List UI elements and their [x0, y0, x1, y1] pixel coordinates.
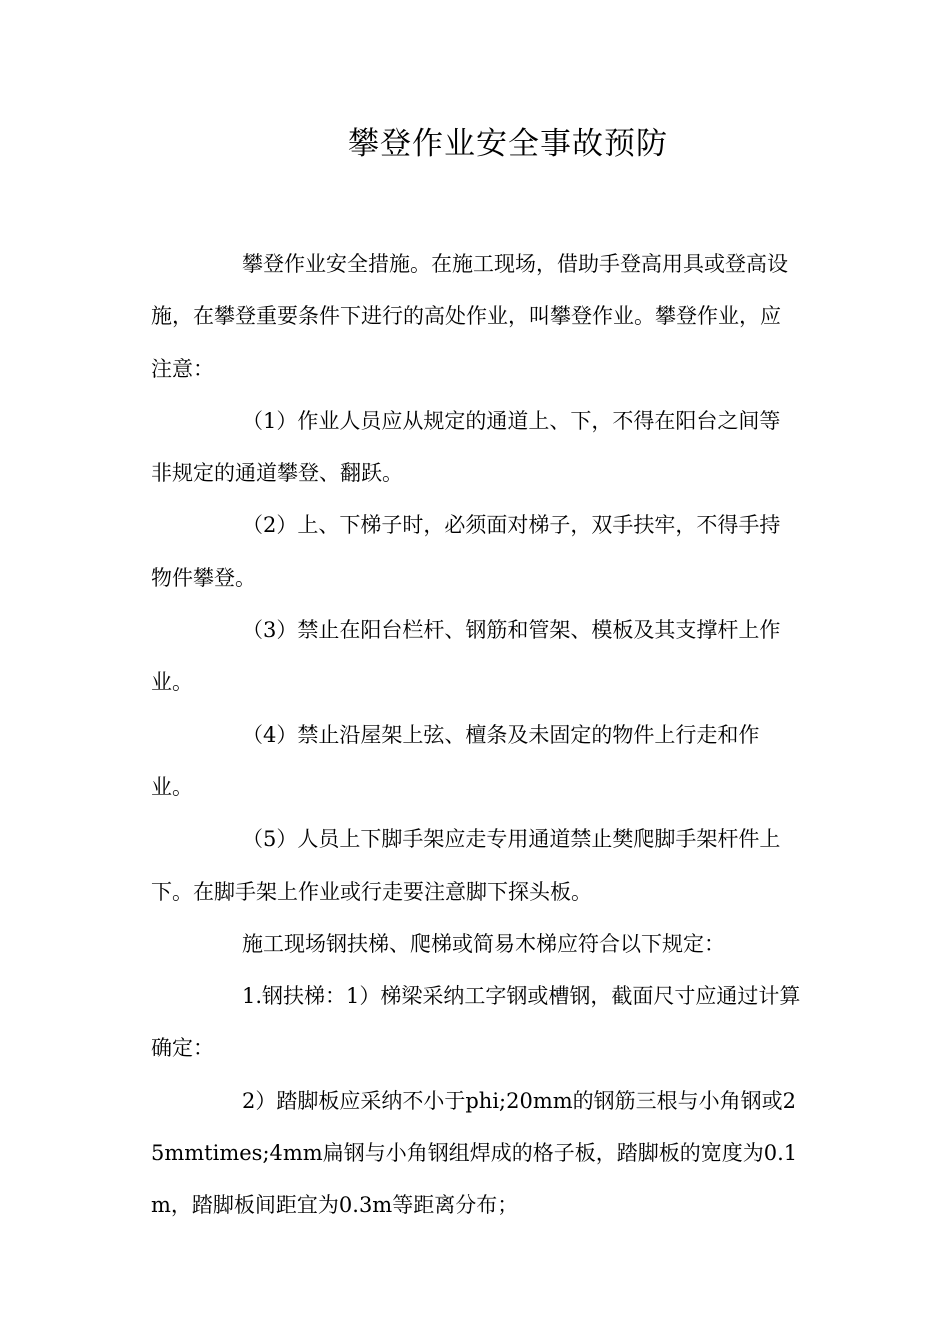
paragraph-steel-ladder-2: 2）踏脚板应采纳不小于phi;20mm的钢筋三根与小角钢或25mmtimes;4mm扁钢与小角钢组焊成的格子板，踏脚板的宽度为0.1m，踏脚板间距宜为0.3m等距离分布；: [151, 1088, 798, 1218]
paragraph-ladder-rules: 施工现场钢扶梯、爬梯或简易木梯应符合以下规定：: [242, 931, 725, 956]
paragraph-item-4: （4）禁止沿屋架上弦、檀条及未固定的物件上行走和作业。: [151, 722, 760, 799]
paragraph-item-1: （1）作业人员应从规定的通道上、下，不得在阳台之间等非规定的通道攀登、翻跃。: [151, 408, 781, 486]
paragraph-intro: 攀登作业安全措施。在施工现场，借助手登高用具或登高设施，在攀登重要条件下进行的高处作业，叫攀登作业。攀登作业，应注意：: [151, 252, 788, 381]
paragraph-item-2: （2）上、下梯子时，必须面对梯子，双手扶牢，不得手持物件攀登。: [151, 513, 781, 590]
document-body: [151, 238, 801, 1232]
paragraph-steel-ladder-1: 1.钢扶梯：1）梯梁采纳工字钢或槽钢，截面尺寸应通过计算确定：: [151, 984, 801, 1061]
document-title: 攀登作业安全事故预防: [348, 126, 668, 162]
paragraph-item-5: （5）人员上下脚手架应走专用通道禁止樊爬脚手架杆件上下。在脚手架上作业或行走要注意脚下探头板。: [151, 827, 781, 904]
paragraph-item-3: （3）禁止在阳台栏杆、钢筋和管架、模板及其支撑杆上作业。: [151, 618, 781, 695]
